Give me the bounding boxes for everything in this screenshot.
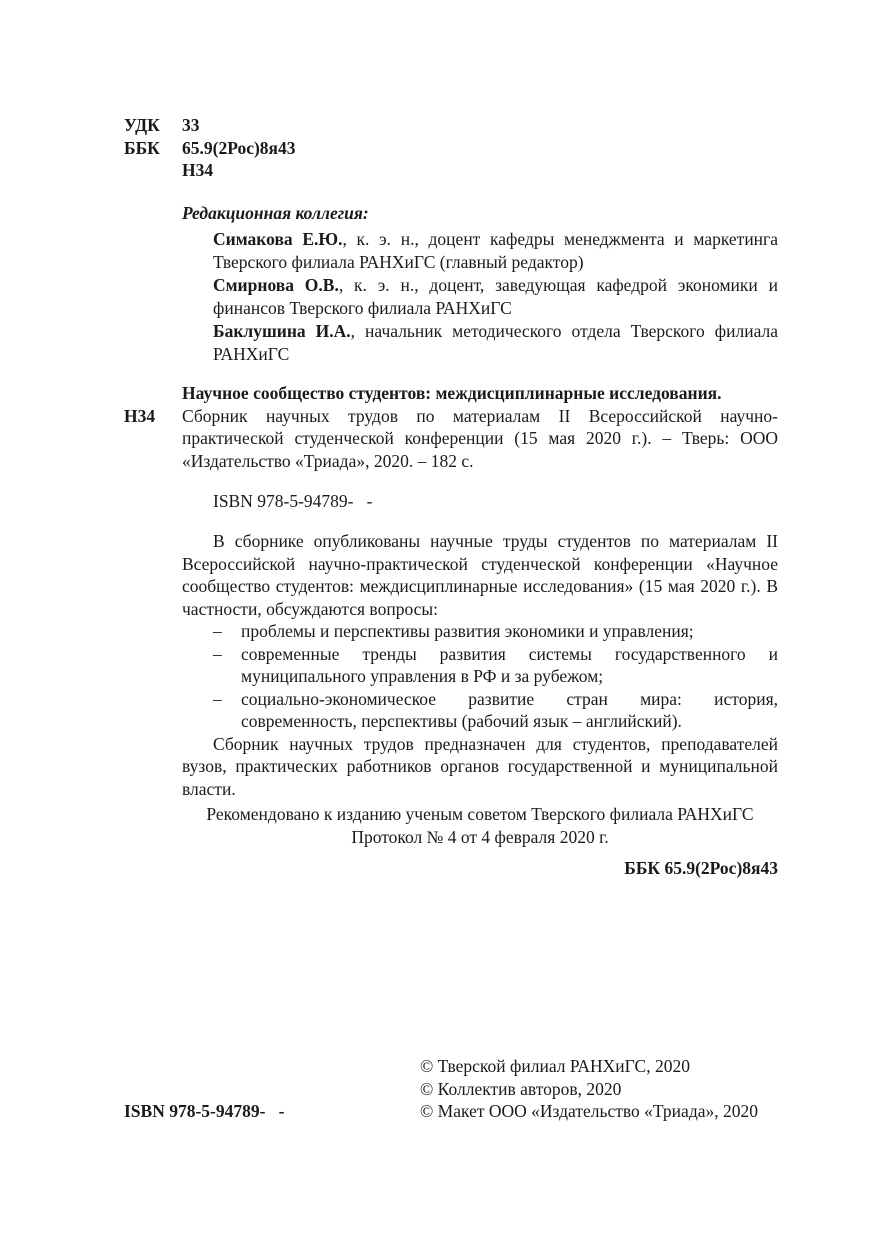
list-bullet: – <box>213 621 222 641</box>
list-item-text: современные тренды развития системы государственного и муниципального управления в РФ и за рубежом; <box>241 643 778 686</box>
bbk-label: ББК <box>124 137 160 158</box>
udk-label: УДК <box>124 115 160 135</box>
bib-isbn: ISBN 978-5-94789- - <box>213 491 373 511</box>
list-item-text: социально-экономическое развитие стран мира: история, современность, перспективы (рабочий язык – английский). <box>241 688 778 731</box>
board-member <box>213 228 778 273</box>
classification-block <box>124 114 296 182</box>
udk-line <box>124 114 296 137</box>
bbk-footer: ББК 65.9(2Рос)8я43 <box>624 858 778 878</box>
list-item <box>213 643 778 688</box>
recommendation <box>150 803 810 848</box>
bib-margin-mark: Н34 <box>124 406 156 426</box>
board-member <box>213 320 778 365</box>
board-member <box>213 274 778 319</box>
member-role: , начальник методического отдела Тверского филиала РАНХиГС <box>213 321 778 364</box>
footer-isbn: ISBN 978-5-94789- - <box>124 1101 285 1121</box>
udk-value: 33 <box>182 115 200 135</box>
copyright-line: © Тверской филиал РАНХиГС, 2020 <box>420 1056 690 1076</box>
recommendation-line1: Рекомендовано к изданию ученым советом Тверского филиала РАНХиГС <box>206 804 754 824</box>
bib-description: Сборник научных трудов по материалам II Всероссийской научно-практической студенческой конференции (15 мая 2020 г.). – Тверь: ООО «Издательство «Триада», 2020. – 182 с. <box>182 405 778 471</box>
member-role: , к. э. н., доцент кафедры менеджмента и маркетинга Тверского филиала РАНХиГС (главный редактор) <box>213 229 778 272</box>
list-item <box>213 620 778 643</box>
recommendation-line2: Протокол № 4 от 4 февраля 2020 г. <box>351 826 609 847</box>
member-name: Смирнова О.В. <box>213 275 339 295</box>
bib-title: Научное сообщество студентов: междисциплинарные исследования. <box>182 383 722 403</box>
list-item-text: проблемы и перспективы развития экономики и управления; <box>241 621 694 641</box>
annotation <box>182 530 778 800</box>
author-mark: Н34 <box>182 160 214 180</box>
copyright-block <box>420 1055 758 1123</box>
bib-record <box>182 382 778 472</box>
list-item <box>213 688 778 733</box>
copyright-line: © Коллектив авторов, 2020 <box>420 1078 622 1099</box>
bbk-value: 65.9(2Рос)8я43 <box>182 137 296 158</box>
copyright-line: © Макет ООО «Издательство «Триада», 2020 <box>420 1101 758 1121</box>
annotation-intro: В сборнике опубликованы научные труды студентов по материалам II Всероссийской научно-практической студенческой конференции «Научное сообщество студентов: междисциплинарные исследования» (15 мая 2020 г.). В частности, обсуждаются вопросы: <box>182 531 778 619</box>
bbk-line <box>124 137 296 160</box>
member-role: , к. э. н., доцент, заведующая кафедрой экономики и финансов Тверского филиала РАНХиГС <box>213 275 778 318</box>
editorial-board-list <box>213 228 778 365</box>
list-bullet: – <box>213 643 222 664</box>
list-bullet: – <box>213 688 222 709</box>
editorial-board-heading: Редакционная коллегия: <box>182 203 369 223</box>
member-name: Симакова Е.Ю. <box>213 229 343 249</box>
member-name: Баклушина И.А. <box>213 321 351 341</box>
author-mark-line <box>124 159 296 182</box>
annotation-purpose: Сборник научных трудов предназначен для студентов, преподавателей вузов, практических работников органов государственной и муниципальной власти. <box>182 733 778 799</box>
